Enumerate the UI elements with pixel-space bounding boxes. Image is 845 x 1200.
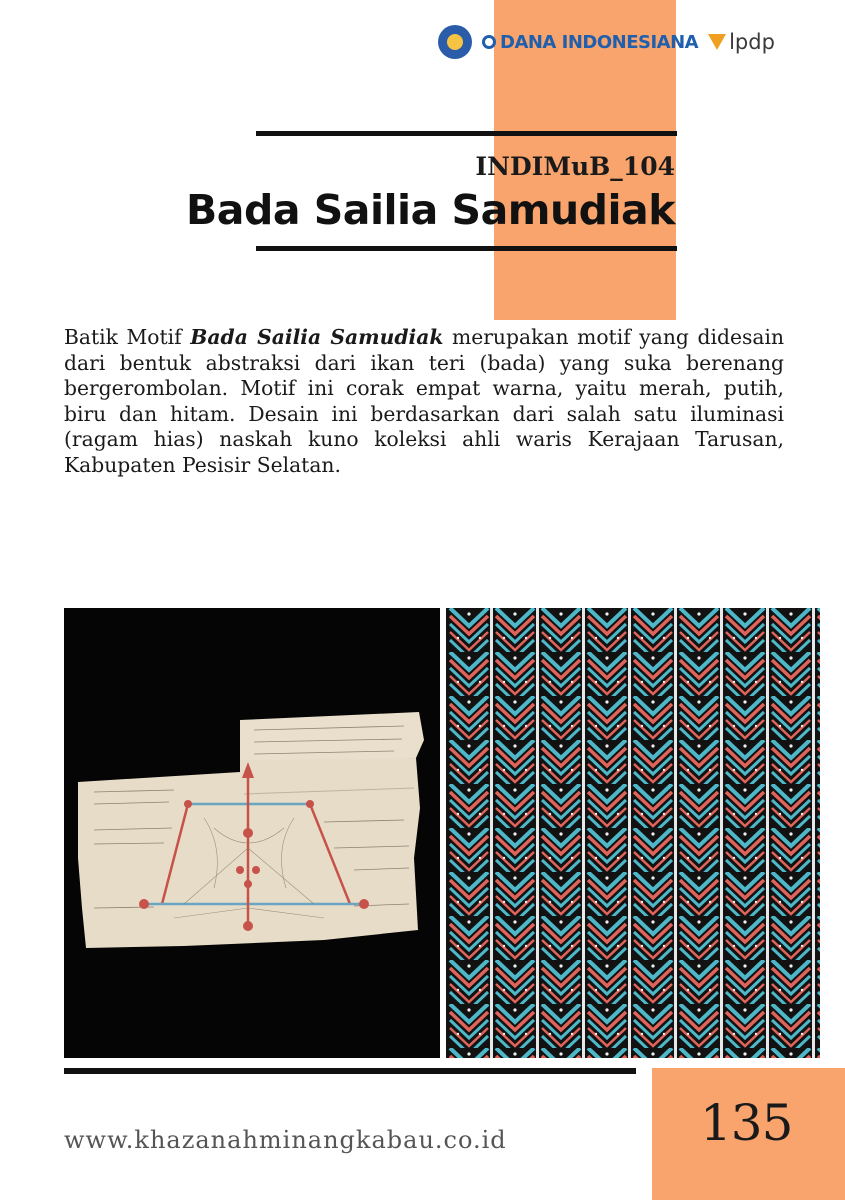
lpdp-leaf-icon: [708, 34, 726, 50]
desc-prefix: Batik Motif: [64, 325, 191, 349]
dana-ring-icon: [482, 35, 496, 49]
entry-code: INDIMuB_104: [475, 152, 675, 181]
desc-body: merupakan motif yang didesain dari bentuk abstraksi dari ikan teri (bada) yang suka berenang bergerombolan. Motif ini corak empat warna, yaitu merah, putih, biru dan hitam. Desain ini berdasarkan dari salah satu iluminasi (ragam hias) naskah kuno koleksi ahli waris Kerajaan Tarusan, Kabupaten Pesisir Selatan.: [64, 325, 785, 477]
kemdikbud-logo-icon: [438, 25, 472, 59]
lpdp-logo-text: lpdp: [729, 30, 775, 54]
dana-indonesiana-logo: [482, 32, 698, 53]
batik-zigzag-svg: [446, 608, 820, 1058]
page-title: Bada Sailia Samudiak: [186, 186, 675, 234]
manuscript-illustration: [64, 608, 440, 1058]
lpdp-logo: [708, 30, 775, 54]
footer-rule: [64, 1068, 636, 1074]
title-rule-top: [256, 131, 677, 136]
dana-logo-text: DANA INDONESIANA: [500, 31, 699, 53]
title-rule-bottom: [256, 246, 677, 251]
page-number: 135: [700, 1094, 793, 1152]
manuscript-photo: [64, 608, 440, 1058]
header-logos: [438, 22, 775, 62]
desc-motif-name: Bada Sailia Samudiak: [190, 325, 444, 349]
footer-url: www.khazanahminangkabau.co.id: [64, 1126, 507, 1154]
batik-motif-pattern: [446, 608, 820, 1058]
description-paragraph: [64, 325, 784, 478]
